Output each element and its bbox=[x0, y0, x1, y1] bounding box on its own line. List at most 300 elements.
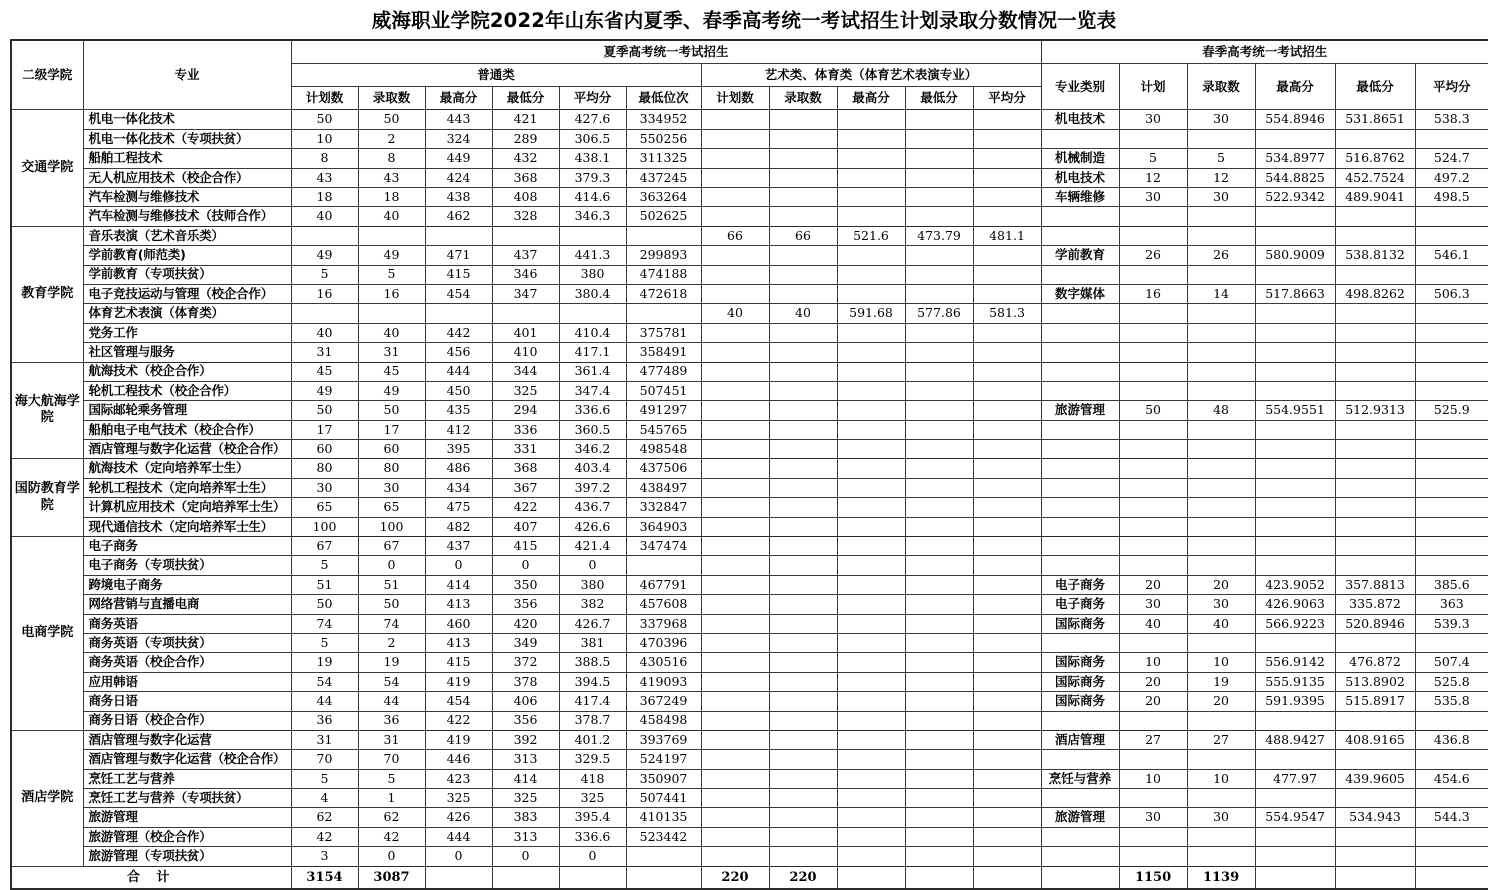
major-name-cell: 商务英语（校企合作） bbox=[83, 653, 291, 672]
putong-cell: 388.5 bbox=[559, 653, 626, 672]
spring-cell bbox=[1119, 420, 1187, 439]
art-sport-cell bbox=[905, 284, 973, 303]
spring-cell: 5 bbox=[1119, 149, 1187, 168]
art-sport-cell bbox=[701, 459, 769, 478]
header-college: 二级学院 bbox=[11, 40, 83, 110]
major-name-cell: 商务英语 bbox=[83, 614, 291, 633]
putong-cell: 410 bbox=[492, 343, 559, 362]
art-sport-cell bbox=[973, 595, 1041, 614]
spring-cell: 520.8946 bbox=[1335, 614, 1415, 633]
spring-category-cell bbox=[1041, 537, 1119, 556]
spring-cell bbox=[1187, 362, 1255, 381]
putong-cell: 414.6 bbox=[559, 187, 626, 206]
putong-cell: 412 bbox=[425, 420, 492, 439]
art-sport-cell bbox=[701, 323, 769, 342]
spring-cell: 20 bbox=[1187, 575, 1255, 594]
spring-cell bbox=[1187, 440, 1255, 459]
art-sport-cell bbox=[837, 323, 905, 342]
art-sport-cell bbox=[973, 168, 1041, 187]
spring-cell: 566.9223 bbox=[1255, 614, 1335, 633]
spring-cell bbox=[1335, 129, 1415, 148]
table-row bbox=[11, 808, 1488, 827]
spring-cell: 20 bbox=[1119, 575, 1187, 594]
art-sport-cell bbox=[837, 827, 905, 846]
putong-cell: 80 bbox=[358, 459, 425, 478]
spring-category-cell bbox=[1041, 711, 1119, 730]
putong-cell: 289 bbox=[492, 129, 559, 148]
art-sport-cell bbox=[769, 129, 837, 148]
header-spring-category: 专业类别 bbox=[1041, 64, 1119, 110]
spring-cell bbox=[1335, 750, 1415, 769]
spring-cell bbox=[1415, 381, 1488, 400]
putong-cell: 379.3 bbox=[559, 168, 626, 187]
spring-cell bbox=[1255, 265, 1335, 284]
spring-category-cell: 国际商务 bbox=[1041, 614, 1119, 633]
art-sport-cell bbox=[973, 847, 1041, 866]
putong-cell: 417.1 bbox=[559, 343, 626, 362]
spring-category-cell bbox=[1041, 207, 1119, 226]
spring-cell: 531.8651 bbox=[1335, 110, 1415, 129]
putong-cell: 471 bbox=[425, 246, 492, 265]
art-sport-cell bbox=[769, 750, 837, 769]
art-sport-cell bbox=[973, 750, 1041, 769]
spring-cell bbox=[1335, 323, 1415, 342]
putong-cell: 328 bbox=[492, 207, 559, 226]
putong-cell: 3 bbox=[291, 847, 358, 866]
table-row bbox=[11, 750, 1488, 769]
art-sport-cell bbox=[905, 769, 973, 788]
table-row bbox=[11, 692, 1488, 711]
spring-cell: 10 bbox=[1187, 769, 1255, 788]
spring-cell: 554.9547 bbox=[1255, 808, 1335, 827]
spring-cell bbox=[1415, 129, 1488, 148]
spring-cell bbox=[1255, 633, 1335, 652]
spring-cell: 498.8262 bbox=[1335, 284, 1415, 303]
spring-cell: 30 bbox=[1187, 187, 1255, 206]
putong-cell: 0 bbox=[492, 847, 559, 866]
putong-cell bbox=[559, 226, 626, 245]
table-row bbox=[11, 672, 1488, 691]
putong-cell: 368 bbox=[492, 168, 559, 187]
putong-cell: 0 bbox=[358, 556, 425, 575]
spring-cell: 27 bbox=[1119, 730, 1187, 749]
putong-cell: 423 bbox=[425, 769, 492, 788]
putong-cell: 51 bbox=[291, 575, 358, 594]
art-sport-cell bbox=[701, 129, 769, 148]
spring-cell: 40 bbox=[1119, 614, 1187, 633]
art-sport-cell bbox=[769, 614, 837, 633]
art-sport-cell: 481.1 bbox=[973, 226, 1041, 245]
header-sub-art-sport: 艺术类、体育类（体育艺术表演专业） bbox=[701, 64, 1041, 87]
putong-cell: 383 bbox=[492, 808, 559, 827]
total-putong-cell bbox=[626, 866, 701, 889]
art-sport-cell bbox=[701, 672, 769, 691]
table-row bbox=[11, 440, 1488, 459]
table-row bbox=[11, 207, 1488, 226]
art-sport-cell bbox=[905, 343, 973, 362]
putong-cell: 40 bbox=[358, 323, 425, 342]
putong-cell: 31 bbox=[358, 730, 425, 749]
spring-category-cell: 酒店管理 bbox=[1041, 730, 1119, 749]
spring-category-cell bbox=[1041, 827, 1119, 846]
putong-cell: 2 bbox=[358, 633, 425, 652]
art-sport-cell bbox=[973, 207, 1041, 226]
spring-cell bbox=[1187, 633, 1255, 652]
putong-cell: 344 bbox=[492, 362, 559, 381]
art-sport-cell bbox=[905, 498, 973, 517]
putong-cell bbox=[626, 304, 701, 323]
putong-cell: 410135 bbox=[626, 808, 701, 827]
spring-cell: 556.9142 bbox=[1255, 653, 1335, 672]
putong-cell: 50 bbox=[358, 401, 425, 420]
major-name-cell: 航海技术（校企合作） bbox=[83, 362, 291, 381]
putong-cell: 426.7 bbox=[559, 614, 626, 633]
major-name-cell: 轮机工程技术（定向培养军士生） bbox=[83, 478, 291, 497]
spring-cell bbox=[1335, 440, 1415, 459]
spring-cell bbox=[1335, 459, 1415, 478]
spring-cell: 498.5 bbox=[1415, 187, 1488, 206]
putong-cell: 523442 bbox=[626, 827, 701, 846]
putong-cell: 394.5 bbox=[559, 672, 626, 691]
art-sport-cell bbox=[973, 653, 1041, 672]
art-sport-cell bbox=[769, 265, 837, 284]
major-name-cell: 船舶电子电气技术（校企合作） bbox=[83, 420, 291, 439]
spring-cell bbox=[1335, 556, 1415, 575]
art-sport-cell bbox=[973, 711, 1041, 730]
spring-cell: 522.9342 bbox=[1255, 187, 1335, 206]
putong-cell: 5 bbox=[291, 633, 358, 652]
putong-cell: 424 bbox=[425, 168, 492, 187]
spring-cell bbox=[1255, 789, 1335, 808]
spring-cell: 476.872 bbox=[1335, 653, 1415, 672]
art-sport-cell bbox=[701, 401, 769, 420]
header-spring-min: 最低分 bbox=[1335, 64, 1415, 110]
spring-cell bbox=[1335, 420, 1415, 439]
art-sport-cell bbox=[701, 420, 769, 439]
art-sport-cell bbox=[905, 653, 973, 672]
spring-cell bbox=[1187, 381, 1255, 400]
spring-category-cell bbox=[1041, 381, 1119, 400]
putong-cell: 325 bbox=[425, 789, 492, 808]
putong-cell: 443 bbox=[425, 110, 492, 129]
header-group-summer: 夏季高考统一考试招生 bbox=[291, 40, 1041, 64]
putong-cell: 422 bbox=[425, 711, 492, 730]
putong-cell: 336.6 bbox=[559, 401, 626, 420]
total-art-cell bbox=[973, 866, 1041, 889]
putong-cell: 545765 bbox=[626, 420, 701, 439]
spring-cell bbox=[1255, 343, 1335, 362]
spring-cell bbox=[1415, 343, 1488, 362]
putong-cell: 507451 bbox=[626, 381, 701, 400]
putong-cell: 421 bbox=[492, 110, 559, 129]
spring-cell: 5 bbox=[1187, 149, 1255, 168]
total-spring-cell bbox=[1335, 866, 1415, 889]
putong-cell: 49 bbox=[291, 246, 358, 265]
major-name-cell: 船舶工程技术 bbox=[83, 149, 291, 168]
art-sport-cell bbox=[769, 769, 837, 788]
putong-cell: 336.6 bbox=[559, 827, 626, 846]
art-sport-cell bbox=[973, 498, 1041, 517]
art-sport-cell bbox=[769, 323, 837, 342]
header-spring-plan: 计划 bbox=[1119, 64, 1187, 110]
art-sport-cell bbox=[973, 343, 1041, 362]
putong-cell: 406 bbox=[492, 692, 559, 711]
college-name-cell: 教育学院 bbox=[11, 226, 83, 362]
total-putong-cell bbox=[492, 866, 559, 889]
art-sport-cell bbox=[837, 692, 905, 711]
art-sport-cell bbox=[701, 440, 769, 459]
spring-cell bbox=[1255, 323, 1335, 342]
putong-cell: 438.1 bbox=[559, 149, 626, 168]
spring-cell bbox=[1119, 129, 1187, 148]
art-sport-cell bbox=[905, 614, 973, 633]
art-sport-cell bbox=[769, 653, 837, 672]
spring-cell: 538.8132 bbox=[1335, 246, 1415, 265]
total-putong-cell bbox=[559, 866, 626, 889]
putong-cell: 100 bbox=[291, 517, 358, 536]
spring-cell bbox=[1119, 381, 1187, 400]
putong-cell: 50 bbox=[358, 595, 425, 614]
major-name-cell: 酒店管理与数字化运营 bbox=[83, 730, 291, 749]
putong-cell: 450 bbox=[425, 381, 492, 400]
putong-cell: 397.2 bbox=[559, 478, 626, 497]
art-sport-cell bbox=[769, 459, 837, 478]
header-spring-avg: 平均分 bbox=[1415, 64, 1488, 110]
spring-cell: 516.8762 bbox=[1335, 149, 1415, 168]
spring-cell: 20 bbox=[1119, 672, 1187, 691]
spring-cell bbox=[1187, 556, 1255, 575]
spring-cell bbox=[1119, 847, 1187, 866]
table-row bbox=[11, 187, 1488, 206]
putong-cell bbox=[291, 304, 358, 323]
putong-cell: 364903 bbox=[626, 517, 701, 536]
spring-cell: 554.8946 bbox=[1255, 110, 1335, 129]
art-sport-cell bbox=[905, 789, 973, 808]
putong-cell: 50 bbox=[291, 595, 358, 614]
putong-cell: 444 bbox=[425, 362, 492, 381]
spring-category-cell bbox=[1041, 323, 1119, 342]
art-sport-cell bbox=[837, 789, 905, 808]
art-sport-cell bbox=[905, 110, 973, 129]
art-sport-cell bbox=[837, 110, 905, 129]
spring-cell: 512.9313 bbox=[1335, 401, 1415, 420]
total-putong-cell bbox=[425, 866, 492, 889]
art-sport-cell bbox=[701, 575, 769, 594]
putong-cell: 16 bbox=[358, 284, 425, 303]
spring-cell bbox=[1187, 226, 1255, 245]
putong-cell: 435 bbox=[425, 401, 492, 420]
spring-cell: 507.4 bbox=[1415, 653, 1488, 672]
table-row bbox=[11, 478, 1488, 497]
table-row bbox=[11, 168, 1488, 187]
putong-cell: 401.2 bbox=[559, 730, 626, 749]
art-sport-cell: 66 bbox=[769, 226, 837, 245]
art-sport-cell bbox=[973, 633, 1041, 652]
putong-cell: 486 bbox=[425, 459, 492, 478]
spring-category-cell bbox=[1041, 440, 1119, 459]
spring-cell: 26 bbox=[1187, 246, 1255, 265]
putong-cell: 74 bbox=[291, 614, 358, 633]
art-sport-cell bbox=[905, 556, 973, 575]
spring-cell bbox=[1187, 420, 1255, 439]
major-name-cell: 党务工作 bbox=[83, 323, 291, 342]
art-sport-cell bbox=[973, 265, 1041, 284]
putong-cell: 8 bbox=[291, 149, 358, 168]
putong-cell: 458498 bbox=[626, 711, 701, 730]
putong-cell: 325 bbox=[492, 789, 559, 808]
art-sport-cell bbox=[769, 110, 837, 129]
spring-cell bbox=[1119, 207, 1187, 226]
total-art-cell: 220 bbox=[769, 866, 837, 889]
putong-cell: 18 bbox=[358, 187, 425, 206]
art-sport-cell bbox=[905, 149, 973, 168]
art-sport-cell bbox=[769, 284, 837, 303]
header-putong-max: 最高分 bbox=[425, 87, 492, 110]
putong-cell: 472618 bbox=[626, 284, 701, 303]
spring-cell bbox=[1415, 633, 1488, 652]
putong-cell bbox=[626, 556, 701, 575]
art-sport-cell bbox=[973, 556, 1041, 575]
spring-category-cell bbox=[1041, 478, 1119, 497]
spring-cell bbox=[1187, 478, 1255, 497]
spring-category-cell: 国际商务 bbox=[1041, 653, 1119, 672]
putong-cell: 502625 bbox=[626, 207, 701, 226]
spring-cell: 546.1 bbox=[1415, 246, 1488, 265]
table-row bbox=[11, 653, 1488, 672]
putong-cell: 42 bbox=[358, 827, 425, 846]
spring-cell: 554.9551 bbox=[1255, 401, 1335, 420]
spring-cell bbox=[1415, 226, 1488, 245]
putong-cell: 550256 bbox=[626, 129, 701, 148]
art-sport-cell bbox=[837, 343, 905, 362]
putong-cell: 325 bbox=[559, 789, 626, 808]
spring-cell: 515.8917 bbox=[1335, 692, 1415, 711]
spring-cell: 534.943 bbox=[1335, 808, 1415, 827]
admission-table bbox=[10, 39, 1488, 889]
art-sport-cell bbox=[973, 284, 1041, 303]
putong-cell: 43 bbox=[291, 168, 358, 187]
art-sport-cell bbox=[769, 847, 837, 866]
putong-cell: 378 bbox=[492, 672, 559, 691]
spring-cell bbox=[1119, 478, 1187, 497]
art-sport-cell bbox=[905, 362, 973, 381]
art-sport-cell bbox=[769, 246, 837, 265]
major-name-cell: 机电一体化技术（专项扶贫） bbox=[83, 129, 291, 148]
table-row bbox=[11, 517, 1488, 536]
spring-category-cell bbox=[1041, 517, 1119, 536]
putong-cell: 2 bbox=[358, 129, 425, 148]
art-sport-cell bbox=[905, 730, 973, 749]
table-row bbox=[11, 711, 1488, 730]
total-putong-cell: 3154 bbox=[291, 866, 358, 889]
spring-cell bbox=[1187, 750, 1255, 769]
spring-cell bbox=[1415, 440, 1488, 459]
art-sport-cell bbox=[701, 730, 769, 749]
spring-cell bbox=[1335, 633, 1415, 652]
total-spring-cell: 1150 bbox=[1119, 866, 1187, 889]
art-sport-cell bbox=[701, 207, 769, 226]
major-name-cell: 酒店管理与数字化运营（校企合作） bbox=[83, 750, 291, 769]
putong-cell: 419093 bbox=[626, 672, 701, 691]
putong-cell: 60 bbox=[291, 440, 358, 459]
art-sport-cell bbox=[905, 633, 973, 652]
putong-cell: 5 bbox=[291, 556, 358, 575]
putong-cell: 413 bbox=[425, 595, 492, 614]
spring-cell bbox=[1415, 556, 1488, 575]
putong-cell bbox=[559, 304, 626, 323]
putong-cell: 349 bbox=[492, 633, 559, 652]
putong-cell: 1 bbox=[358, 789, 425, 808]
table-row bbox=[11, 304, 1488, 323]
putong-cell: 10 bbox=[291, 129, 358, 148]
art-sport-cell bbox=[905, 847, 973, 866]
putong-cell: 482 bbox=[425, 517, 492, 536]
art-sport-cell bbox=[837, 595, 905, 614]
spring-category-cell bbox=[1041, 789, 1119, 808]
art-sport-cell bbox=[837, 129, 905, 148]
table-row bbox=[11, 537, 1488, 556]
art-sport-cell bbox=[701, 381, 769, 400]
spring-cell: 363 bbox=[1415, 595, 1488, 614]
spring-cell bbox=[1119, 633, 1187, 652]
spring-cell bbox=[1119, 343, 1187, 362]
spring-cell: 357.8813 bbox=[1335, 575, 1415, 594]
header-putong-rank: 最低位次 bbox=[626, 87, 701, 110]
table-row bbox=[11, 556, 1488, 575]
art-sport-cell bbox=[837, 847, 905, 866]
spring-cell bbox=[1415, 827, 1488, 846]
spring-category-cell: 国际商务 bbox=[1041, 692, 1119, 711]
total-spring-cell bbox=[1415, 866, 1488, 889]
spring-cell: 517.8663 bbox=[1255, 284, 1335, 303]
major-name-cell: 电子商务 bbox=[83, 537, 291, 556]
putong-cell: 415 bbox=[492, 537, 559, 556]
major-name-cell: 国际邮轮乘务管理 bbox=[83, 401, 291, 420]
art-sport-cell bbox=[701, 614, 769, 633]
putong-cell: 380 bbox=[559, 265, 626, 284]
putong-cell: 434 bbox=[425, 478, 492, 497]
major-name-cell: 电子商务（专项扶贫） bbox=[83, 556, 291, 575]
putong-cell: 4 bbox=[291, 789, 358, 808]
putong-cell: 5 bbox=[291, 265, 358, 284]
putong-cell: 460 bbox=[425, 614, 492, 633]
putong-cell: 44 bbox=[358, 692, 425, 711]
art-sport-cell bbox=[905, 440, 973, 459]
art-sport-cell bbox=[701, 168, 769, 187]
art-sport-cell bbox=[973, 440, 1041, 459]
art-sport-cell bbox=[701, 789, 769, 808]
putong-cell: 65 bbox=[358, 498, 425, 517]
art-sport-cell bbox=[701, 149, 769, 168]
major-name-cell: 烹饪工艺与营养（专项扶贫） bbox=[83, 789, 291, 808]
art-sport-cell bbox=[837, 808, 905, 827]
art-sport-cell bbox=[701, 750, 769, 769]
putong-cell: 74 bbox=[358, 614, 425, 633]
art-sport-cell bbox=[769, 789, 837, 808]
spring-cell bbox=[1187, 789, 1255, 808]
art-sport-cell bbox=[701, 692, 769, 711]
table-row bbox=[11, 343, 1488, 362]
total-label: 合 计 bbox=[11, 866, 291, 889]
putong-cell bbox=[626, 226, 701, 245]
putong-cell: 408 bbox=[492, 187, 559, 206]
putong-cell: 449 bbox=[425, 149, 492, 168]
putong-cell: 413 bbox=[425, 633, 492, 652]
spring-cell bbox=[1335, 517, 1415, 536]
art-sport-cell bbox=[837, 187, 905, 206]
art-sport-cell bbox=[973, 730, 1041, 749]
major-name-cell: 网络营销与直播电商 bbox=[83, 595, 291, 614]
